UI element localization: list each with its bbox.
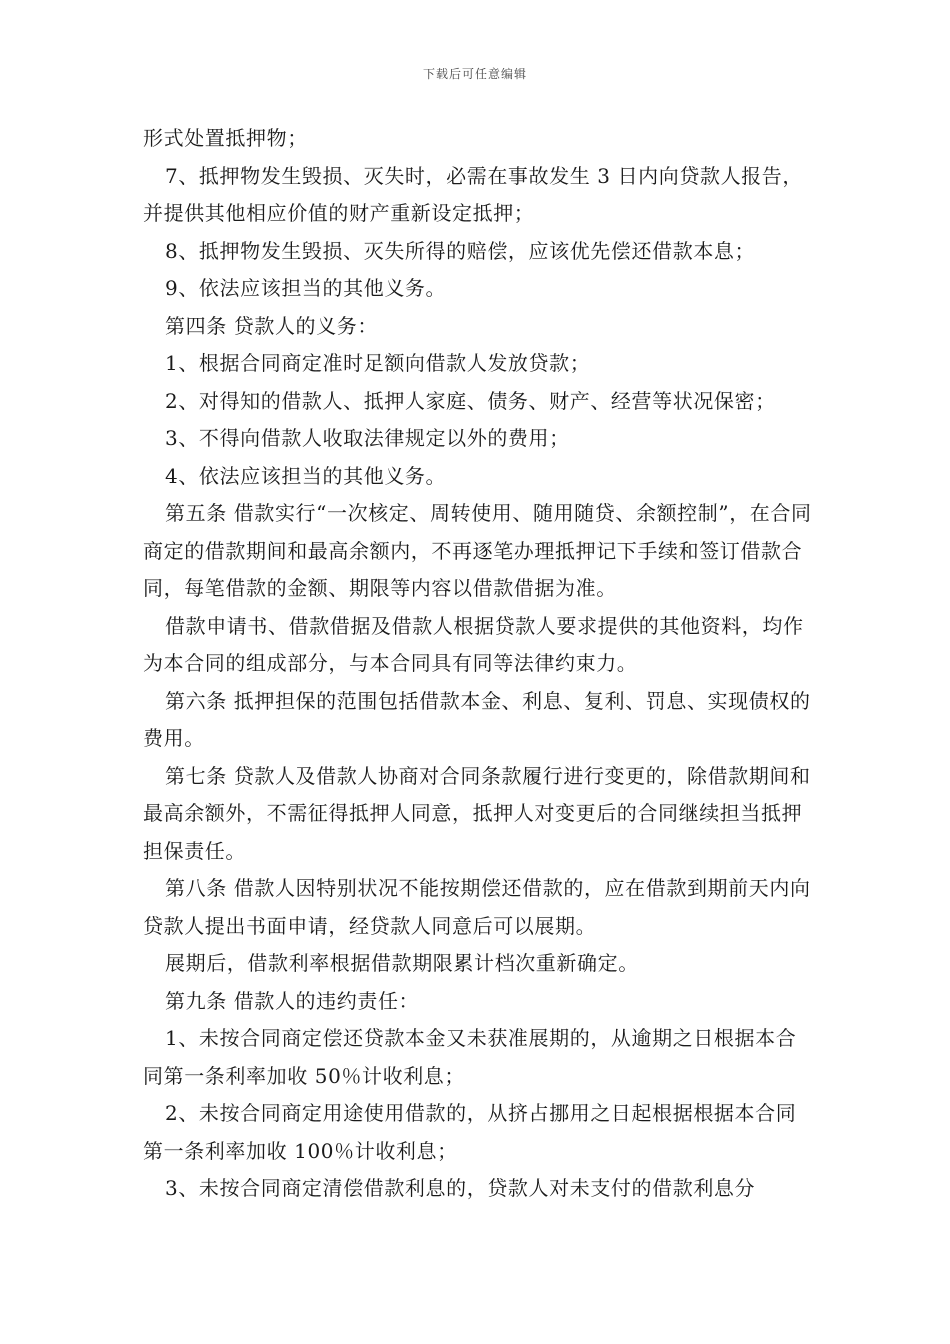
paragraph [143, 458, 813, 496]
section-paragraph [143, 758, 813, 871]
paragraph [143, 1095, 813, 1170]
paragraph-text: 7、抵押物发生毁损、灭失时，必需在事故发生 3 日内向贷款人报告，并提供其他相应价值的财产重新设定抵押； [143, 163, 803, 225]
paragraph [143, 120, 813, 158]
paragraph-text: 2、对得知的借款人、抵押人家庭、债务、财产、经营等状况保密； [165, 388, 776, 413]
section-heading [143, 308, 813, 346]
paragraph [143, 1170, 813, 1208]
paragraph-text: 8、抵押物发生毁损、灭失所得的赔偿，应该优先偿还借款本息； [165, 238, 756, 263]
paragraph-text: 4、依法应该担当的其他义务。 [165, 463, 447, 488]
section-paragraph [143, 870, 813, 945]
paragraph-text: 第八条 借款人因特别状况不能按期偿还借款的，应在借款到期前天内向贷款人提出书面申请，经贷款人同意后可以展期。 [143, 876, 811, 938]
page-header: 下载后可任意编辑 [422, 67, 527, 81]
section-paragraph [143, 683, 813, 758]
paragraph-text: 第七条 贷款人及借款人协商对合同条款履行进行变更的，除借款期间和最高余额外，不需征得抵押人同意，抵押人对变更后的合同继续担当抵押担保责任。 [143, 763, 811, 863]
paragraph [143, 608, 813, 683]
section-heading [143, 983, 813, 1021]
paragraph-text: 第五条 借款实行“一次核定、周转使用、随用随贷、余额控制”，在合同商定的借款期间和最高余额内，不再逐笔办理抵押记下手续和签订借款合同，每笔借款的金额、期限等内容以借款借据为准。 [143, 501, 812, 600]
paragraph-text: 2、未按合同商定用途使用借款的，从挤占挪用之日起根据根据本合同第一条利率加收 100％计收利息； [143, 1101, 797, 1163]
paragraph-text: 第六条 抵押担保的范围包括借款本金、利息、复利、罚息、实现债权的费用。 [143, 688, 811, 750]
document-body [143, 120, 813, 1208]
paragraph-text: 3、不得向借款人收取法律规定以外的费用； [165, 426, 570, 450]
paragraph-text: 9、依法应该担当的其他义务。 [165, 276, 447, 300]
paragraph [143, 158, 813, 233]
paragraph-text: 1、根据合同商定准时足额向借款人发放贷款； [165, 351, 591, 375]
paragraph-text: 第四条 贷款人的义务： [165, 313, 378, 338]
paragraph-text: 第九条 借款人的违约责任： [165, 988, 420, 1013]
paragraph [143, 1020, 813, 1095]
paragraph-text: 形式处置抵押物； [143, 126, 308, 150]
paragraph-text: 借款申请书、借款借据及借款人根据贷款人要求提供的其他资料，均作为本合同的组成部分，与本合同具有同等法律约束力。 [143, 613, 804, 675]
paragraph [143, 383, 813, 421]
paragraph-text: 展期后，借款利率根据借款期限累计档次重新确定。 [165, 951, 639, 975]
section-paragraph [143, 495, 813, 608]
paragraph [143, 345, 813, 383]
paragraph [143, 945, 813, 983]
paragraph [143, 233, 813, 271]
paragraph-text: 1、未按合同商定偿还贷款本金又未获准展期的，从逾期之日根据本合同第一条利率加收 50％计收利息； [143, 1026, 797, 1088]
paragraph [143, 420, 813, 458]
paragraph-text: 3、未按合同商定清偿借款利息的，贷款人对未支付的借款利息分 [165, 1176, 756, 1200]
paragraph [143, 270, 813, 308]
